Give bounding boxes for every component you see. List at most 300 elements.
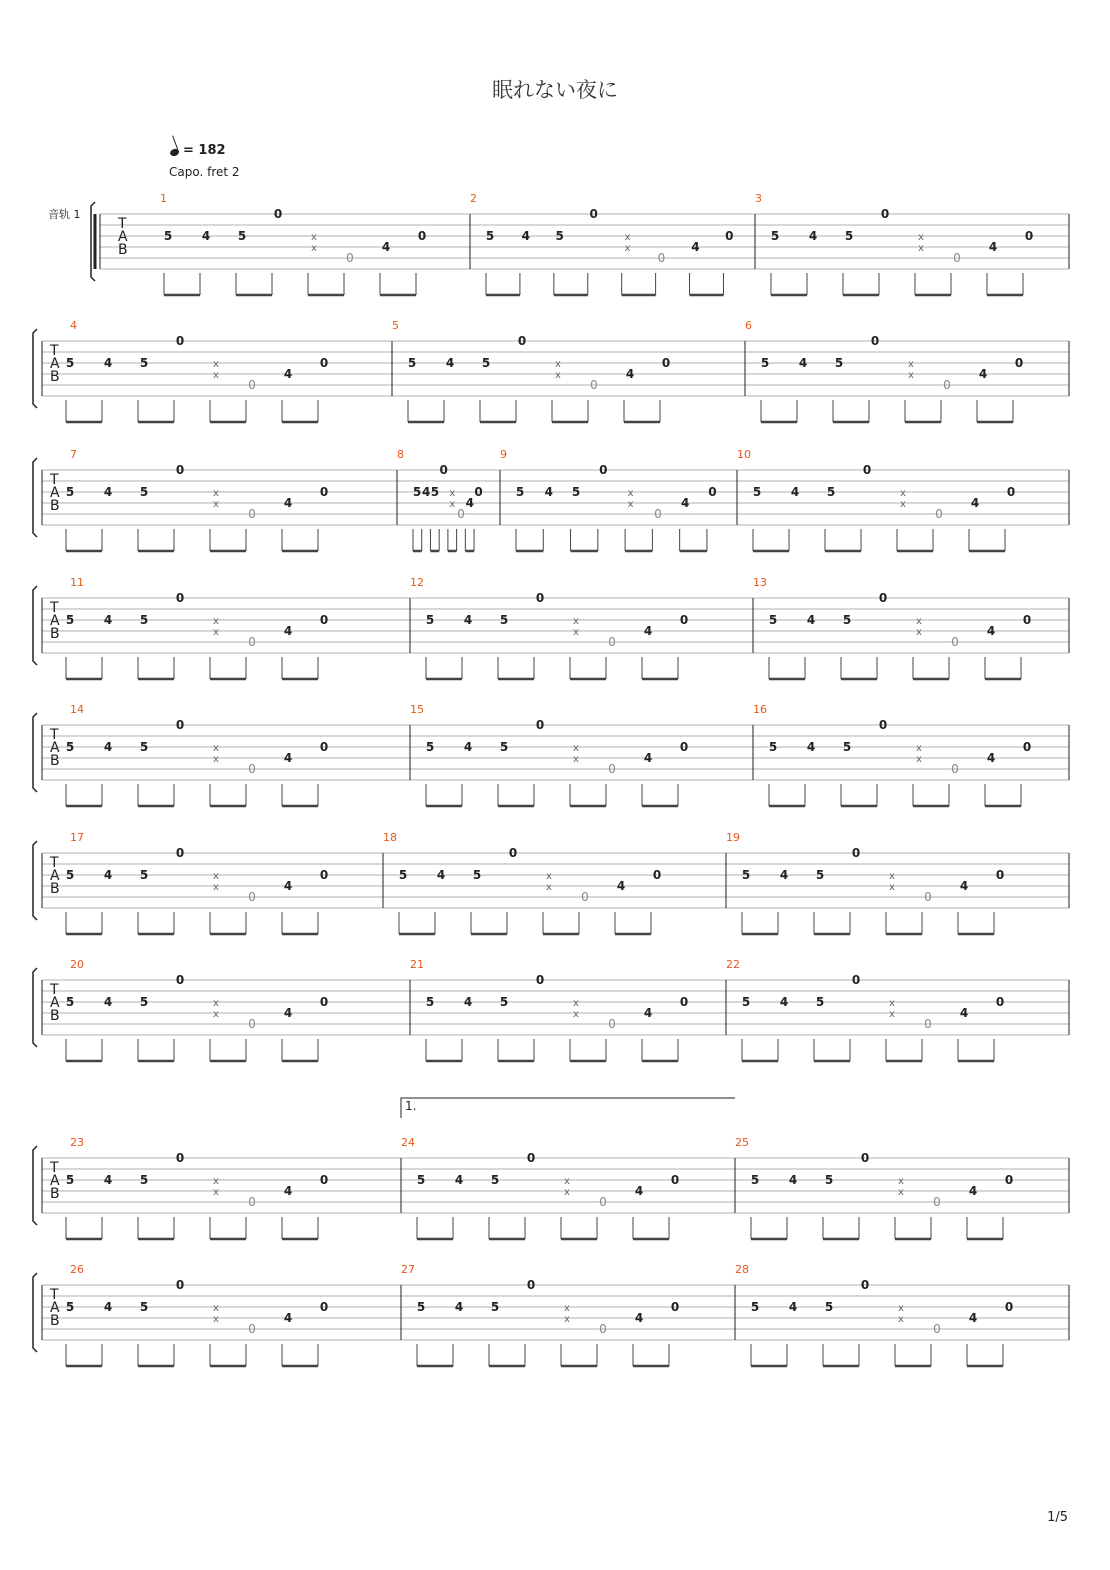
- fret-number: 0: [581, 890, 589, 904]
- fret-number: 0: [599, 1322, 607, 1336]
- dead-note: x: [555, 359, 561, 370]
- fret-number: 0: [248, 762, 256, 776]
- fret-number: 5: [65, 613, 75, 627]
- system-bracket: [33, 1273, 37, 1352]
- measure-number: 13: [753, 576, 767, 589]
- fret-number: 4: [790, 485, 800, 499]
- fret-number: 0: [679, 613, 689, 627]
- fret-number: 0: [319, 356, 329, 370]
- fret-number: 4: [788, 1300, 798, 1314]
- fret-number: 0: [943, 378, 951, 392]
- fret-number: 0: [417, 229, 427, 243]
- dead-note: x: [546, 882, 552, 893]
- fret-number: 0: [851, 973, 861, 987]
- fret-number: 5: [824, 1300, 834, 1314]
- fret-number: 5: [139, 1173, 149, 1187]
- dead-note: x: [627, 499, 634, 510]
- fret-number: 5: [826, 485, 836, 499]
- dead-note: x: [213, 488, 219, 499]
- dead-note: x: [898, 1303, 904, 1314]
- fret-number: 0: [951, 762, 959, 776]
- fret-number: 0: [880, 207, 890, 221]
- fret-number: 0: [708, 485, 717, 499]
- fret-number: 0: [870, 334, 880, 348]
- dead-note: x: [889, 882, 895, 893]
- fret-number: 4: [643, 751, 653, 765]
- fret-number: 0: [248, 378, 256, 392]
- fret-number: 0: [526, 1151, 536, 1165]
- fret-number: 5: [499, 995, 509, 1009]
- fret-number: 4: [463, 740, 473, 754]
- fret-number: 4: [808, 229, 818, 243]
- fret-number: 5: [412, 485, 422, 499]
- fret-number: 5: [490, 1173, 500, 1187]
- dead-note: x: [213, 1187, 219, 1198]
- dead-note: x: [624, 243, 631, 254]
- dead-note: x: [918, 243, 924, 254]
- fret-number: 4: [283, 751, 293, 765]
- dead-note: x: [889, 871, 895, 882]
- fret-number: 0: [248, 635, 256, 649]
- fret-number: 0: [933, 1195, 941, 1209]
- fret-number: 0: [517, 334, 527, 348]
- volta-bracket: [401, 1098, 735, 1118]
- fret-number: 0: [175, 1278, 185, 1292]
- fret-number: 5: [65, 995, 75, 1009]
- fret-number: 5: [515, 485, 525, 499]
- fret-number: 5: [425, 613, 435, 627]
- fret-number: 0: [319, 1300, 329, 1314]
- fret-number: 4: [103, 356, 113, 370]
- fret-number: 5: [824, 1173, 834, 1187]
- measure-number: 10: [737, 448, 751, 461]
- fret-number: 0: [679, 995, 689, 1009]
- dead-note: x: [213, 754, 219, 765]
- fret-number: 0: [1004, 1300, 1014, 1314]
- dead-note: x: [564, 1187, 570, 1198]
- measure-number: 5: [392, 319, 399, 332]
- measure-number: 4: [70, 319, 77, 332]
- fret-number: 0: [508, 846, 518, 860]
- tab-clef-letter: B: [50, 1186, 60, 1202]
- fret-number: 0: [599, 1195, 607, 1209]
- fret-number: 0: [679, 740, 689, 754]
- fret-number: 5: [760, 356, 770, 370]
- fret-number: 0: [878, 718, 888, 732]
- fret-number: 4: [806, 613, 816, 627]
- measure-number: 17: [70, 831, 84, 844]
- fret-number: 0: [1004, 1173, 1014, 1187]
- fret-number: 0: [1022, 613, 1032, 627]
- fret-number: 0: [474, 485, 483, 499]
- dead-note: x: [564, 1314, 570, 1325]
- fret-number: 5: [65, 485, 75, 499]
- fret-number: 5: [139, 740, 149, 754]
- measure-number: 26: [70, 1263, 84, 1276]
- fret-number: 0: [1006, 485, 1016, 499]
- fret-number: 4: [978, 367, 988, 381]
- fret-number: 0: [657, 251, 666, 265]
- dead-note: x: [918, 232, 924, 243]
- fret-number: 5: [139, 356, 149, 370]
- dead-note: x: [449, 488, 456, 499]
- system-bracket: [33, 713, 37, 792]
- fret-number: 4: [779, 995, 789, 1009]
- tab-clef-letter: B: [50, 626, 60, 642]
- dead-note: x: [573, 998, 579, 1009]
- fret-number: 4: [201, 229, 211, 243]
- fret-number: 0: [935, 507, 943, 521]
- fret-number: 4: [283, 879, 293, 893]
- fret-number: 0: [851, 846, 861, 860]
- measure-number: 11: [70, 576, 84, 589]
- dead-note: x: [213, 743, 219, 754]
- fret-number: 0: [924, 1017, 932, 1031]
- system-bracket: [33, 841, 37, 920]
- fret-number: 0: [248, 507, 256, 521]
- measure-number: 22: [726, 958, 740, 971]
- fret-number: 0: [319, 613, 329, 627]
- system-bracket: [33, 329, 37, 408]
- fret-number: 4: [680, 496, 690, 510]
- dead-note: x: [898, 1187, 904, 1198]
- fret-number: 5: [425, 740, 435, 754]
- fret-number: 0: [175, 1151, 185, 1165]
- fret-number: 0: [1024, 229, 1034, 243]
- dead-note: x: [213, 359, 219, 370]
- fret-number: 5: [768, 740, 778, 754]
- fret-number: 5: [398, 868, 408, 882]
- measure-number: 6: [745, 319, 752, 332]
- fret-number: 5: [139, 1300, 149, 1314]
- fret-number: 4: [283, 624, 293, 638]
- tab-clef-letter: T: [50, 472, 59, 488]
- measure-number: 2: [470, 192, 477, 205]
- fret-number: 5: [472, 868, 482, 882]
- fret-number: 0: [860, 1151, 870, 1165]
- fret-number: 5: [842, 613, 852, 627]
- measure-number: 12: [410, 576, 424, 589]
- fret-number: 4: [436, 868, 446, 882]
- fret-number: 5: [139, 613, 149, 627]
- tab-clef-letter: T: [50, 855, 59, 871]
- fret-number: 5: [416, 1300, 426, 1314]
- dead-note: x: [213, 871, 219, 882]
- dead-note: x: [898, 1314, 904, 1325]
- fret-number: 0: [860, 1278, 870, 1292]
- dead-note: x: [898, 1176, 904, 1187]
- fret-number: 0: [995, 995, 1005, 1009]
- fret-number: 4: [806, 740, 816, 754]
- fret-number: 5: [750, 1173, 760, 1187]
- fret-number: 0: [319, 868, 329, 882]
- dead-note: x: [573, 1009, 579, 1020]
- fret-number: 4: [283, 1311, 293, 1325]
- fret-number: 0: [599, 463, 608, 477]
- fret-number: 0: [175, 591, 185, 605]
- measure-number: 15: [410, 703, 424, 716]
- capo-label: Capo. fret 2: [169, 165, 240, 179]
- fret-number: 5: [425, 995, 435, 1009]
- fret-number: 4: [283, 1184, 293, 1198]
- dead-note: x: [916, 754, 922, 765]
- tab-clef-letter: A: [50, 995, 60, 1011]
- fret-number: 4: [521, 229, 530, 243]
- measure-number: 3: [755, 192, 762, 205]
- tab-clef-letter: A: [50, 1300, 60, 1316]
- fret-number: 5: [770, 229, 780, 243]
- fret-number: 5: [499, 740, 509, 754]
- tab-clef-letter: B: [50, 753, 60, 769]
- fret-number: 4: [103, 485, 113, 499]
- fret-number: 0: [319, 1173, 329, 1187]
- fret-number: 5: [237, 229, 247, 243]
- dead-note: x: [213, 1009, 219, 1020]
- fret-number: 0: [248, 1195, 256, 1209]
- dead-note: x: [546, 871, 552, 882]
- fret-number: 4: [283, 367, 293, 381]
- tab-clef-letter: T: [50, 1160, 59, 1176]
- fret-number: 0: [319, 740, 329, 754]
- fret-number: 5: [844, 229, 854, 243]
- fret-number: 5: [139, 995, 149, 1009]
- measure-number: 24: [401, 1136, 415, 1149]
- fret-number: 0: [175, 718, 185, 732]
- fret-number: 0: [248, 1322, 256, 1336]
- fret-number: 5: [815, 868, 825, 882]
- fret-number: 0: [346, 251, 354, 265]
- dead-note: x: [900, 499, 906, 510]
- measure-number: 7: [70, 448, 77, 461]
- fret-number: 5: [65, 1300, 75, 1314]
- track-label: 音轨 1: [48, 208, 81, 221]
- fret-number: 0: [654, 507, 662, 521]
- measure-number: 20: [70, 958, 84, 971]
- fret-number: 4: [103, 1300, 113, 1314]
- fret-number: 0: [933, 1322, 941, 1336]
- fret-number: 4: [103, 740, 113, 754]
- fret-number: 0: [661, 356, 671, 370]
- fret-number: 4: [970, 496, 980, 510]
- measure-number: 14: [70, 703, 84, 716]
- dead-note: x: [311, 243, 317, 254]
- fret-number: 4: [798, 356, 808, 370]
- fret-number: 4: [616, 879, 626, 893]
- fret-number: 0: [670, 1173, 680, 1187]
- fret-number: 4: [625, 367, 635, 381]
- dead-note: x: [900, 488, 906, 499]
- fret-number: 4: [103, 613, 113, 627]
- fret-number: 5: [750, 1300, 760, 1314]
- fret-number: 0: [608, 762, 616, 776]
- tab-clef-letter: T: [50, 343, 59, 359]
- fret-number: 0: [608, 635, 616, 649]
- fret-number: 4: [634, 1311, 644, 1325]
- fret-number: 5: [490, 1300, 500, 1314]
- fret-number: 4: [103, 1173, 113, 1187]
- fret-number: 5: [834, 356, 844, 370]
- fret-number: 4: [422, 485, 431, 499]
- fret-number: 4: [283, 1006, 293, 1020]
- fret-number: 0: [248, 890, 256, 904]
- tab-clef-letter: T: [50, 1287, 59, 1303]
- fret-number: 5: [842, 740, 852, 754]
- fret-number: 0: [951, 635, 959, 649]
- fret-number: 0: [175, 463, 185, 477]
- fret-number: 0: [953, 251, 961, 265]
- tempo-value: = 182: [183, 143, 226, 158]
- fret-number: 4: [968, 1184, 978, 1198]
- song-title: 眠れない夜に: [492, 78, 618, 102]
- fret-number: 4: [643, 1006, 653, 1020]
- fret-number: 5: [741, 995, 751, 1009]
- tab-clef-letter: T: [118, 216, 127, 232]
- fret-number: 5: [65, 356, 75, 370]
- dead-note: x: [555, 370, 561, 381]
- fret-number: 0: [535, 973, 545, 987]
- fret-number: 4: [381, 240, 391, 254]
- fret-number: 5: [555, 229, 564, 243]
- dead-note: x: [627, 488, 634, 499]
- fret-number: 5: [416, 1173, 426, 1187]
- fret-number: 5: [407, 356, 417, 370]
- tab-clef-letter: A: [50, 868, 60, 884]
- dead-note: x: [573, 627, 579, 638]
- measure-number: 19: [726, 831, 740, 844]
- tab-clef-letter: A: [50, 485, 60, 501]
- fret-number: 4: [634, 1184, 644, 1198]
- fret-number: 4: [445, 356, 455, 370]
- fret-number: 0: [457, 507, 465, 521]
- measure-number: 18: [383, 831, 397, 844]
- fret-number: 5: [163, 229, 173, 243]
- dead-note: x: [213, 616, 219, 627]
- measure-number: 1: [160, 192, 167, 205]
- dead-note: x: [213, 1314, 219, 1325]
- fret-number: 0: [995, 868, 1005, 882]
- fret-number: 0: [725, 229, 734, 243]
- dead-note: x: [916, 743, 922, 754]
- fret-number: 0: [273, 207, 283, 221]
- dead-note: x: [916, 627, 922, 638]
- fret-number: 0: [319, 995, 329, 1009]
- dead-note: x: [564, 1176, 570, 1187]
- fret-number: 0: [862, 463, 872, 477]
- dead-note: x: [889, 1009, 895, 1020]
- fret-number: 5: [430, 485, 440, 499]
- system-bracket: [33, 968, 37, 1047]
- tab-clef-letter: T: [50, 727, 59, 743]
- dead-note: x: [213, 627, 219, 638]
- fret-number: 5: [571, 485, 581, 499]
- fret-number: 0: [535, 591, 545, 605]
- fret-number: 4: [283, 496, 293, 510]
- fret-number: 4: [968, 1311, 978, 1325]
- system-bracket: [33, 586, 37, 665]
- fret-number: 4: [986, 624, 996, 638]
- dead-note: x: [213, 882, 219, 893]
- fret-number: 0: [439, 463, 448, 477]
- tab-clef-letter: B: [50, 498, 60, 514]
- measure-number: 8: [397, 448, 404, 461]
- fret-number: 4: [959, 879, 969, 893]
- fret-number: 5: [65, 1173, 75, 1187]
- tab-clef-letter: B: [50, 1008, 60, 1024]
- measure-number: 9: [500, 448, 507, 461]
- fret-number: 0: [670, 1300, 680, 1314]
- measure-number: 25: [735, 1136, 749, 1149]
- fret-number: 4: [454, 1173, 464, 1187]
- fret-number: 0: [248, 1017, 256, 1031]
- dead-note: x: [908, 370, 914, 381]
- fret-number: 5: [65, 868, 75, 882]
- fret-number: 5: [752, 485, 762, 499]
- fret-number: 5: [481, 356, 491, 370]
- fret-number: 5: [741, 868, 751, 882]
- measure-number: 23: [70, 1136, 84, 1149]
- dead-note: x: [889, 998, 895, 1009]
- fret-number: 5: [499, 613, 509, 627]
- dead-note: x: [213, 998, 219, 1009]
- dead-note: x: [213, 499, 219, 510]
- dead-note: x: [573, 743, 579, 754]
- dead-note: x: [213, 1176, 219, 1187]
- tab-clef-letter: A: [50, 356, 60, 372]
- dead-note: x: [573, 754, 579, 765]
- tab-clef-letter: A: [50, 613, 60, 629]
- dead-note: x: [564, 1303, 570, 1314]
- dead-note: x: [908, 359, 914, 370]
- fret-number: 4: [465, 496, 475, 510]
- measure-number: 21: [410, 958, 424, 971]
- dead-note: x: [213, 370, 219, 381]
- tab-clef-letter: A: [118, 229, 128, 245]
- fret-number: 5: [768, 613, 778, 627]
- fret-number: 0: [924, 890, 932, 904]
- fret-number: 0: [1022, 740, 1032, 754]
- fret-number: 5: [139, 868, 149, 882]
- fret-number: 4: [986, 751, 996, 765]
- fret-number: 4: [103, 995, 113, 1009]
- tab-clef-letter: A: [50, 740, 60, 756]
- tab-clef-letter: T: [50, 982, 59, 998]
- measure-number: 27: [401, 1263, 415, 1276]
- volta-label: 1.: [405, 1099, 417, 1113]
- fret-number: 5: [815, 995, 825, 1009]
- dead-note: x: [213, 1303, 219, 1314]
- tab-clef-letter: B: [50, 881, 60, 897]
- fret-number: 4: [691, 240, 700, 254]
- fret-number: 0: [652, 868, 662, 882]
- fret-number: 4: [643, 624, 653, 638]
- fret-number: 4: [779, 868, 789, 882]
- fret-number: 0: [608, 1017, 616, 1031]
- fret-number: 5: [65, 740, 75, 754]
- tab-clef-letter: B: [50, 369, 60, 385]
- tab-clef-letter: B: [118, 242, 128, 258]
- fret-number: 4: [988, 240, 998, 254]
- fret-number: 4: [454, 1300, 464, 1314]
- fret-number: 4: [103, 868, 113, 882]
- fret-number: 4: [463, 995, 473, 1009]
- measure-number: 28: [735, 1263, 749, 1276]
- fret-number: 0: [175, 846, 185, 860]
- fret-number: 4: [788, 1173, 798, 1187]
- system-bracket: [33, 458, 37, 537]
- fret-number: 0: [878, 591, 888, 605]
- fret-number: 5: [139, 485, 149, 499]
- dead-note: x: [311, 232, 317, 243]
